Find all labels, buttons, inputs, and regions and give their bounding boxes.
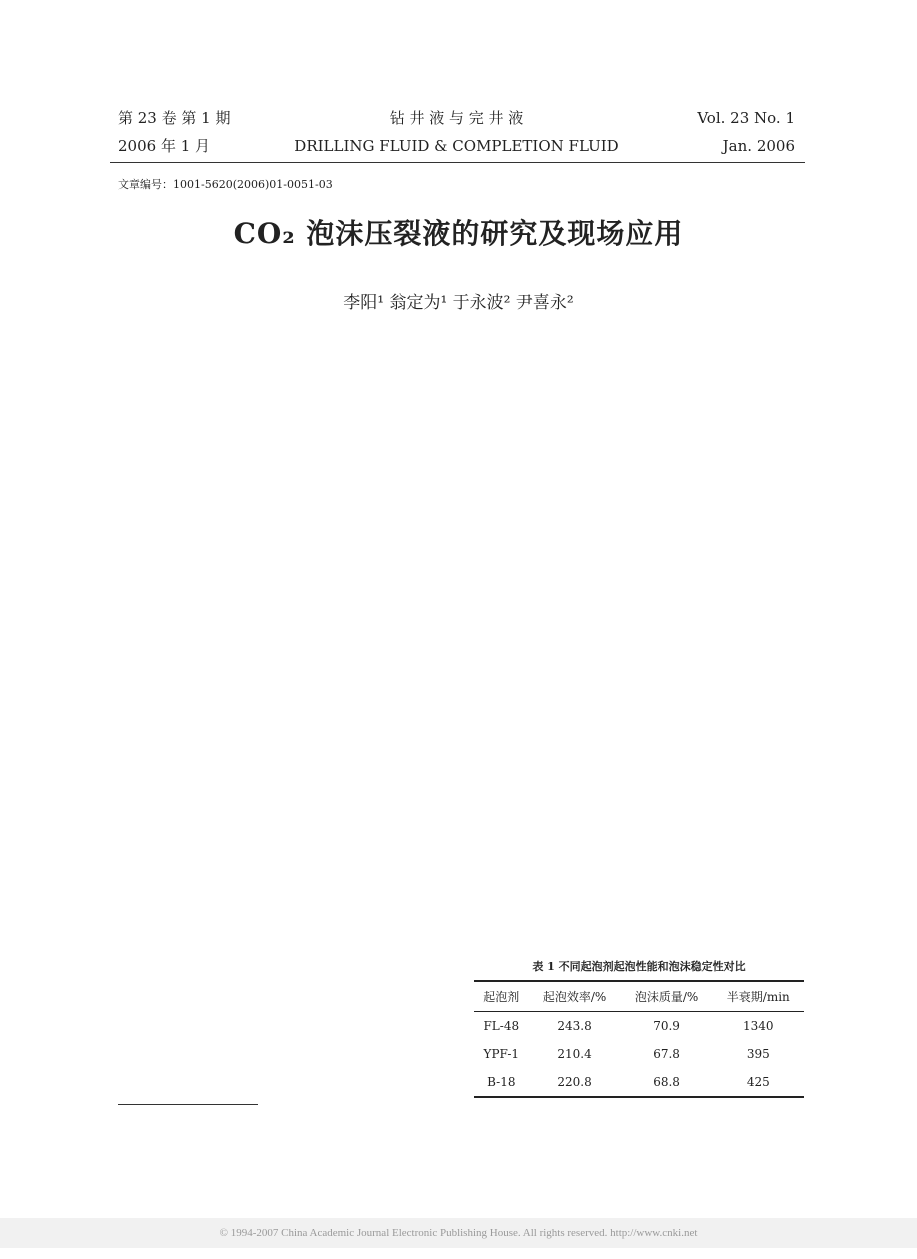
volume-issue-cn: 第 23 卷 第 1 期 — [118, 109, 231, 127]
right-column — [474, 580, 804, 590]
table-cell: 70.9 — [653, 1019, 680, 1033]
table-caption: 表 1 不同起泡剂起泡性能和泡沫稳定性对比 — [532, 960, 746, 973]
journal-name — [118, 104, 795, 160]
table-cell: FL-48 — [483, 1019, 520, 1033]
copyright-bar — [0, 1218, 917, 1248]
left-column — [118, 580, 440, 594]
journal-name-en: DRILLING FLUID & COMPLETION FLUID — [294, 137, 619, 155]
table-cell: 243.8 — [557, 1019, 592, 1033]
table-cell: 395 — [746, 1047, 770, 1061]
date-en: Jan. 2006 — [722, 137, 795, 155]
author-list: 李阳¹ 翁定为¹ 于永波² 尹喜永² — [343, 293, 574, 313]
paper-title: CO₂ 泡沫压裂液的研究及现场应用 — [233, 217, 684, 250]
table-row — [474, 1040, 804, 1068]
table-cell: 1340 — [743, 1019, 774, 1033]
table-cell: 425 — [713, 1068, 804, 1097]
table-row — [474, 1068, 804, 1097]
table-cell: 220.8 — [529, 1068, 621, 1097]
table-row — [474, 1012, 804, 1041]
table-header-row — [474, 981, 804, 1012]
table-cell: 68.8 — [621, 1068, 713, 1097]
table-cell: 210.4 — [557, 1047, 592, 1061]
article-number: 文章编号：1001-5620(2006)01-0051-03 — [118, 178, 333, 191]
header-foaming-efficiency: 起泡效率/% — [529, 981, 621, 1012]
footnote-rule — [118, 1104, 258, 1105]
journal-header — [118, 104, 795, 164]
results-table — [474, 980, 804, 1098]
table-cell: B-18 — [474, 1068, 529, 1097]
table-cell: 67.8 — [653, 1047, 680, 1061]
volume-en: Vol. 23 No. 1 — [697, 109, 795, 127]
date-cn: 2006 年 1 月 — [118, 137, 211, 155]
table-cell: YPF-1 — [483, 1047, 520, 1061]
header-rule — [110, 162, 805, 163]
copyright-text: © 1994-2007 China Academic Journal Electronic Publishing House. All rights reserved. http://www.cnki.net — [219, 1227, 698, 1239]
journal-name-cn: 钻 井 液 与 完 井 液 — [389, 109, 524, 127]
header-half-life: 半衰期/min — [713, 981, 804, 1012]
header-foaming-agent: 起泡剂 — [474, 981, 529, 1012]
header-foam-quality: 泡沫质量/% — [621, 981, 713, 1012]
table-1 — [474, 958, 804, 1098]
volume-issue-en — [697, 104, 795, 160]
